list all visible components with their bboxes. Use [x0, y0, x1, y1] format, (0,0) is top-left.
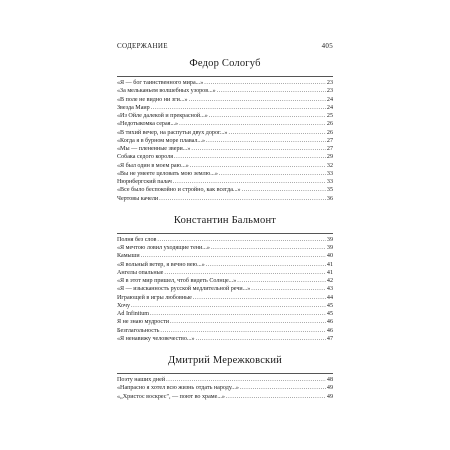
- entry-page: 39: [326, 236, 333, 243]
- dot-leader: [228, 129, 325, 137]
- dot-leader: [170, 318, 326, 326]
- entry-page: 45: [326, 311, 333, 317]
- entry-page: 29: [326, 154, 333, 161]
- entry-title: «Я — бог таинственного мира...»: [117, 80, 204, 86]
- entry-page: 44: [326, 294, 333, 301]
- entry-page: 43: [326, 286, 333, 293]
- entry-list: [117, 76, 333, 203]
- entry-title: Ad Infinitum: [117, 311, 149, 317]
- entry-title: Я не знаю мудрости: [117, 319, 170, 326]
- entry-list: [117, 373, 333, 401]
- entry-page: 24: [326, 96, 333, 103]
- entry-title: «Вы не умеете целовать мою землю...»: [117, 170, 218, 177]
- entry-page: 40: [326, 253, 333, 260]
- dot-leader: [206, 137, 326, 145]
- entry-page: 36: [326, 195, 333, 202]
- toc-entry: [117, 277, 333, 285]
- entry-title: «Когда я в бурном море плавал...»: [117, 137, 206, 144]
- entry-page: 35: [326, 187, 333, 194]
- toc-section: [117, 215, 333, 343]
- dot-leader: [204, 79, 326, 87]
- running-title: СОДЕРЖАНИЕ: [117, 42, 168, 50]
- entry-title: «Я в этот мир пришел, чтоб видеть Солнце...»: [117, 278, 237, 284]
- entry-title: «Недотыкомка серая...»: [117, 121, 179, 128]
- dot-leader: [211, 244, 326, 252]
- dot-leader: [242, 186, 326, 194]
- entry-title: Поэту наших дней: [117, 377, 166, 383]
- entry-title: «„Христос воскрес", — поют во храме...»: [117, 393, 225, 400]
- toc-entry: [117, 302, 333, 310]
- entry-title: «Мы — плененные звери...»: [117, 146, 191, 152]
- entry-title: Ангелы опальные: [117, 269, 164, 276]
- entry-page: 46: [326, 319, 333, 326]
- dot-leader: [174, 153, 326, 161]
- entry-title: «За мельканьем волшебных узоров...»: [117, 88, 216, 95]
- entry-title: Безглагольность: [117, 327, 160, 334]
- entry-page: 25: [326, 113, 333, 119]
- entry-title: Полня без слов: [117, 236, 157, 243]
- entry-list: [117, 233, 333, 343]
- dot-leader: [196, 335, 326, 343]
- dot-leader: [251, 285, 326, 293]
- toc-section: [117, 58, 333, 203]
- entry-page: 49: [326, 385, 333, 392]
- toc-entry: [117, 162, 333, 170]
- entry-page: 39: [326, 245, 333, 251]
- dot-leader: [219, 170, 326, 178]
- dot-leader: [150, 310, 326, 318]
- entry-title: Камыши: [117, 253, 140, 260]
- toc-entry: [117, 195, 333, 203]
- entry-page: 47: [326, 335, 333, 342]
- dot-leader: [157, 236, 326, 244]
- toc-entry: [117, 261, 333, 269]
- entry-title: Собака седого короля: [117, 154, 174, 161]
- dot-leader: [164, 269, 326, 277]
- toc-entry: [117, 170, 333, 178]
- entry-title: «Из Ойле далекой и прекрасной...»: [117, 113, 208, 119]
- entry-title: «В тихий вечер, на распутьи двух дорог...»: [117, 129, 228, 136]
- dot-leader: [141, 252, 326, 260]
- toc-entry: [117, 186, 333, 194]
- dot-leader: [226, 393, 326, 401]
- entry-page: 41: [326, 261, 333, 268]
- toc-section: [117, 355, 333, 401]
- entry-title: «Я ненавижу человечество...»: [117, 335, 195, 342]
- dot-leader: [237, 277, 326, 285]
- entry-page: 45: [326, 302, 333, 309]
- dot-leader: [159, 195, 326, 203]
- dot-leader: [189, 96, 326, 104]
- toc-entry: [117, 310, 333, 318]
- entry-page: 23: [326, 80, 333, 86]
- table-of-contents: [117, 54, 333, 401]
- toc-entry: [117, 318, 333, 326]
- entry-page: 26: [326, 129, 333, 136]
- toc-entry: [117, 178, 333, 186]
- dot-leader: [179, 120, 326, 128]
- entry-title: «Я — изысканность русской медлительной речи...»: [117, 286, 251, 293]
- entry-title: Играющей в игры любовные: [117, 294, 192, 301]
- entry-title: «Напрасно я хотел всю жизнь отдать народу...»: [117, 385, 239, 392]
- dot-leader: [131, 302, 326, 310]
- entry-title: Хочу: [117, 302, 131, 309]
- entry-title: Чертовы качели: [117, 195, 159, 202]
- toc-entry: [117, 87, 333, 95]
- entry-title: «В поле не видно ни зги...»: [117, 96, 188, 103]
- entry-title: Звезда Маир: [117, 104, 150, 111]
- entry-title: «Все было беспокойно и стройно, как всегда...»: [117, 187, 241, 194]
- page-number: 405: [321, 42, 333, 50]
- entry-title: «Я вольный ветер, я вечно вею...»: [117, 261, 205, 268]
- toc-entry: [117, 120, 333, 128]
- dot-leader: [240, 384, 326, 392]
- entry-title: Нюрнбергский палач: [117, 179, 172, 185]
- entry-page: 42: [326, 278, 333, 284]
- entry-page: 27: [326, 146, 333, 152]
- entry-title: «Я был один в моем раю...»: [117, 162, 189, 169]
- toc-entry: [117, 327, 333, 335]
- toc-entry: [117, 244, 333, 252]
- toc-entry: [117, 269, 333, 277]
- entry-page: 33: [326, 179, 333, 185]
- toc-entry: [117, 335, 333, 343]
- toc-entry: [117, 145, 333, 153]
- toc-entry: [117, 153, 333, 161]
- entry-page: 49: [326, 393, 333, 400]
- dot-leader: [209, 112, 326, 120]
- entry-page: 41: [326, 269, 333, 276]
- author-heading: Дмитрий Мережковский: [168, 355, 282, 366]
- toc-entry: [117, 96, 333, 104]
- dot-leader: [193, 294, 326, 302]
- dot-leader: [173, 178, 326, 186]
- dot-leader: [166, 376, 326, 384]
- author-heading: Константин Бальмонт: [173, 214, 277, 226]
- toc-entry: [117, 285, 333, 293]
- toc-entry: [117, 393, 333, 401]
- dot-leader: [191, 145, 326, 153]
- entry-page: 48: [326, 377, 333, 383]
- toc-entry: [117, 137, 333, 145]
- entry-page: 24: [326, 104, 333, 111]
- dot-leader: [151, 104, 326, 112]
- toc-entry: [117, 236, 333, 244]
- entry-page: 23: [326, 88, 333, 95]
- entry-page: 26: [326, 121, 333, 128]
- toc-entry: [117, 104, 333, 112]
- entry-title: «Я мечтою ловил уходящие тени...»: [117, 245, 210, 251]
- dot-leader: [206, 261, 326, 269]
- entry-page: 46: [326, 327, 333, 334]
- toc-entry: [117, 294, 333, 302]
- toc-entry: [117, 129, 333, 137]
- dot-leader: [190, 162, 326, 170]
- entry-page: 33: [326, 170, 333, 177]
- running-header: [117, 42, 333, 50]
- dot-leader: [160, 327, 326, 335]
- entry-page: 27: [326, 137, 333, 144]
- toc-entry: [117, 376, 333, 384]
- dot-leader: [217, 87, 326, 95]
- entry-page: 32: [326, 162, 333, 169]
- toc-entry: [117, 112, 333, 120]
- toc-entry: [117, 79, 333, 87]
- toc-entry: [117, 252, 333, 260]
- toc-entry: [117, 384, 333, 392]
- author-heading: Федор Сологуб: [189, 58, 261, 69]
